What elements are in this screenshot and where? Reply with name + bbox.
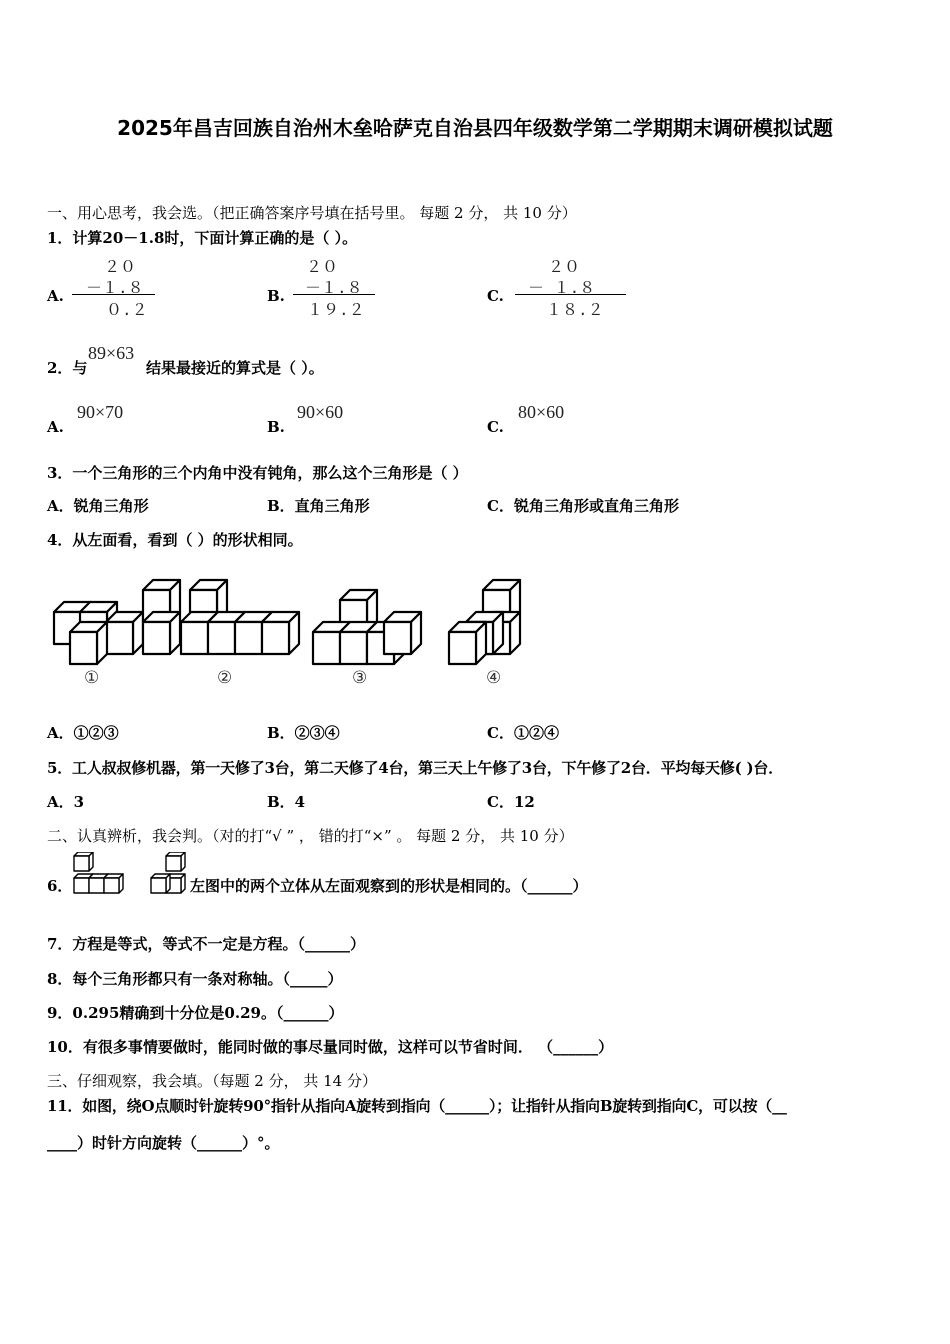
- question-2-option-b-expr: 90×60: [297, 402, 344, 422]
- question-6-figure-right: [151, 852, 185, 893]
- question-2-prefix: 2．与: [47, 359, 88, 377]
- figure-2-label: ②: [217, 668, 233, 688]
- figure-1-label: ①: [84, 668, 100, 688]
- section-1-heading: 一、用心思考，我会选。（把正确答案序号填在括号里。 每题 2 分， 共 10 分）: [47, 204, 577, 222]
- section-2-heading: 二、认真辨析，我会判。（对的打“√ ” ， 错的打“×” 。 每题 2 分， 共 10 分）: [47, 827, 574, 845]
- question-8: 8．每个三角形都只有一条对称轴。（_____）: [47, 970, 343, 988]
- question-3-option-c: C．锐角三角形或直角三角形: [487, 497, 679, 515]
- question-4-option-b: B．②③④: [267, 724, 340, 742]
- figure-1: [54, 580, 180, 688]
- question-11-line-1: 11．如图，绕O点顺时针旋转90°指针从指向A旋转到指向（______）；让指针从指向B旋转到指向C，可以按（__: [47, 1097, 787, 1115]
- figure-3-label: ③: [352, 668, 368, 688]
- question-10: 10．有很多事情要做时，能同时做的事尽量同时做，这样可以节省时间． （______）: [47, 1038, 614, 1056]
- question-5-option-b: B．4: [267, 793, 306, 811]
- question-3-option-a: A．锐角三角形: [47, 497, 149, 515]
- figure-4: [449, 580, 520, 688]
- question-4-option-a: A．①②③: [47, 724, 119, 742]
- figure-4-label: ④: [486, 668, 502, 688]
- question-1-stem: 1．计算20－1.8时，下面计算正确的是（ ）。: [47, 229, 358, 247]
- question-2-expression: 89×63: [88, 343, 135, 363]
- question-5-option-a: A．3: [47, 793, 85, 811]
- question-2-option-b-letter: B.: [267, 418, 285, 436]
- question-4-stem: 4．从左面看，看到（ ）的形状相同。: [47, 531, 303, 549]
- question-2-suffix: 结果最接近的算式是（ ）。: [146, 359, 324, 377]
- question-2-option-a-letter: A.: [47, 418, 64, 436]
- question-7: 7．方程是等式，等式不一定是方程。（______）: [47, 935, 365, 953]
- page-title: 2025年昌吉回族自治州木垒哈萨克自治县四年级数学第二学期期末调研模拟试题: [117, 116, 833, 140]
- question-9: 9．0.295精确到十分位是0.29。（______）: [47, 1004, 344, 1022]
- question-3-option-b: B．直角三角形: [267, 497, 370, 515]
- question-6-number: 6．: [47, 877, 73, 895]
- question-3-stem: 3．一个三角形的三个内角中没有钝角，那么这个三角形是（ ）: [47, 464, 468, 482]
- question-2-option-c-letter: C.: [487, 418, 504, 436]
- figure-3: [313, 590, 421, 688]
- section-3-heading: 三、仔细观察，我会填。（每题 2 分， 共 14 分）: [47, 1072, 377, 1090]
- question-6-text: 左图中的两个立体从左面观察到的形状是相同的。（______）: [190, 877, 588, 895]
- question-6-figure-left: [74, 852, 123, 893]
- question-11-line-2: ____）时针方向旋转（______）°。: [47, 1134, 280, 1152]
- question-2-option-a-expr: 90×70: [77, 402, 124, 422]
- question-2-option-c-expr: 80×60: [518, 402, 565, 422]
- figure-2: [181, 580, 299, 688]
- question-5-stem: 5．工人叔叔修机器，第一天修了3台，第二天修了4台，第三天上午修了3台，下午修了2台．平均每天修( )台．: [47, 759, 784, 777]
- question-5-option-c: C．12: [487, 793, 535, 811]
- cube-figures: [40, 570, 540, 695]
- question-4-option-c: C．①②④: [487, 724, 559, 742]
- question-6-cube-figures: [72, 852, 190, 896]
